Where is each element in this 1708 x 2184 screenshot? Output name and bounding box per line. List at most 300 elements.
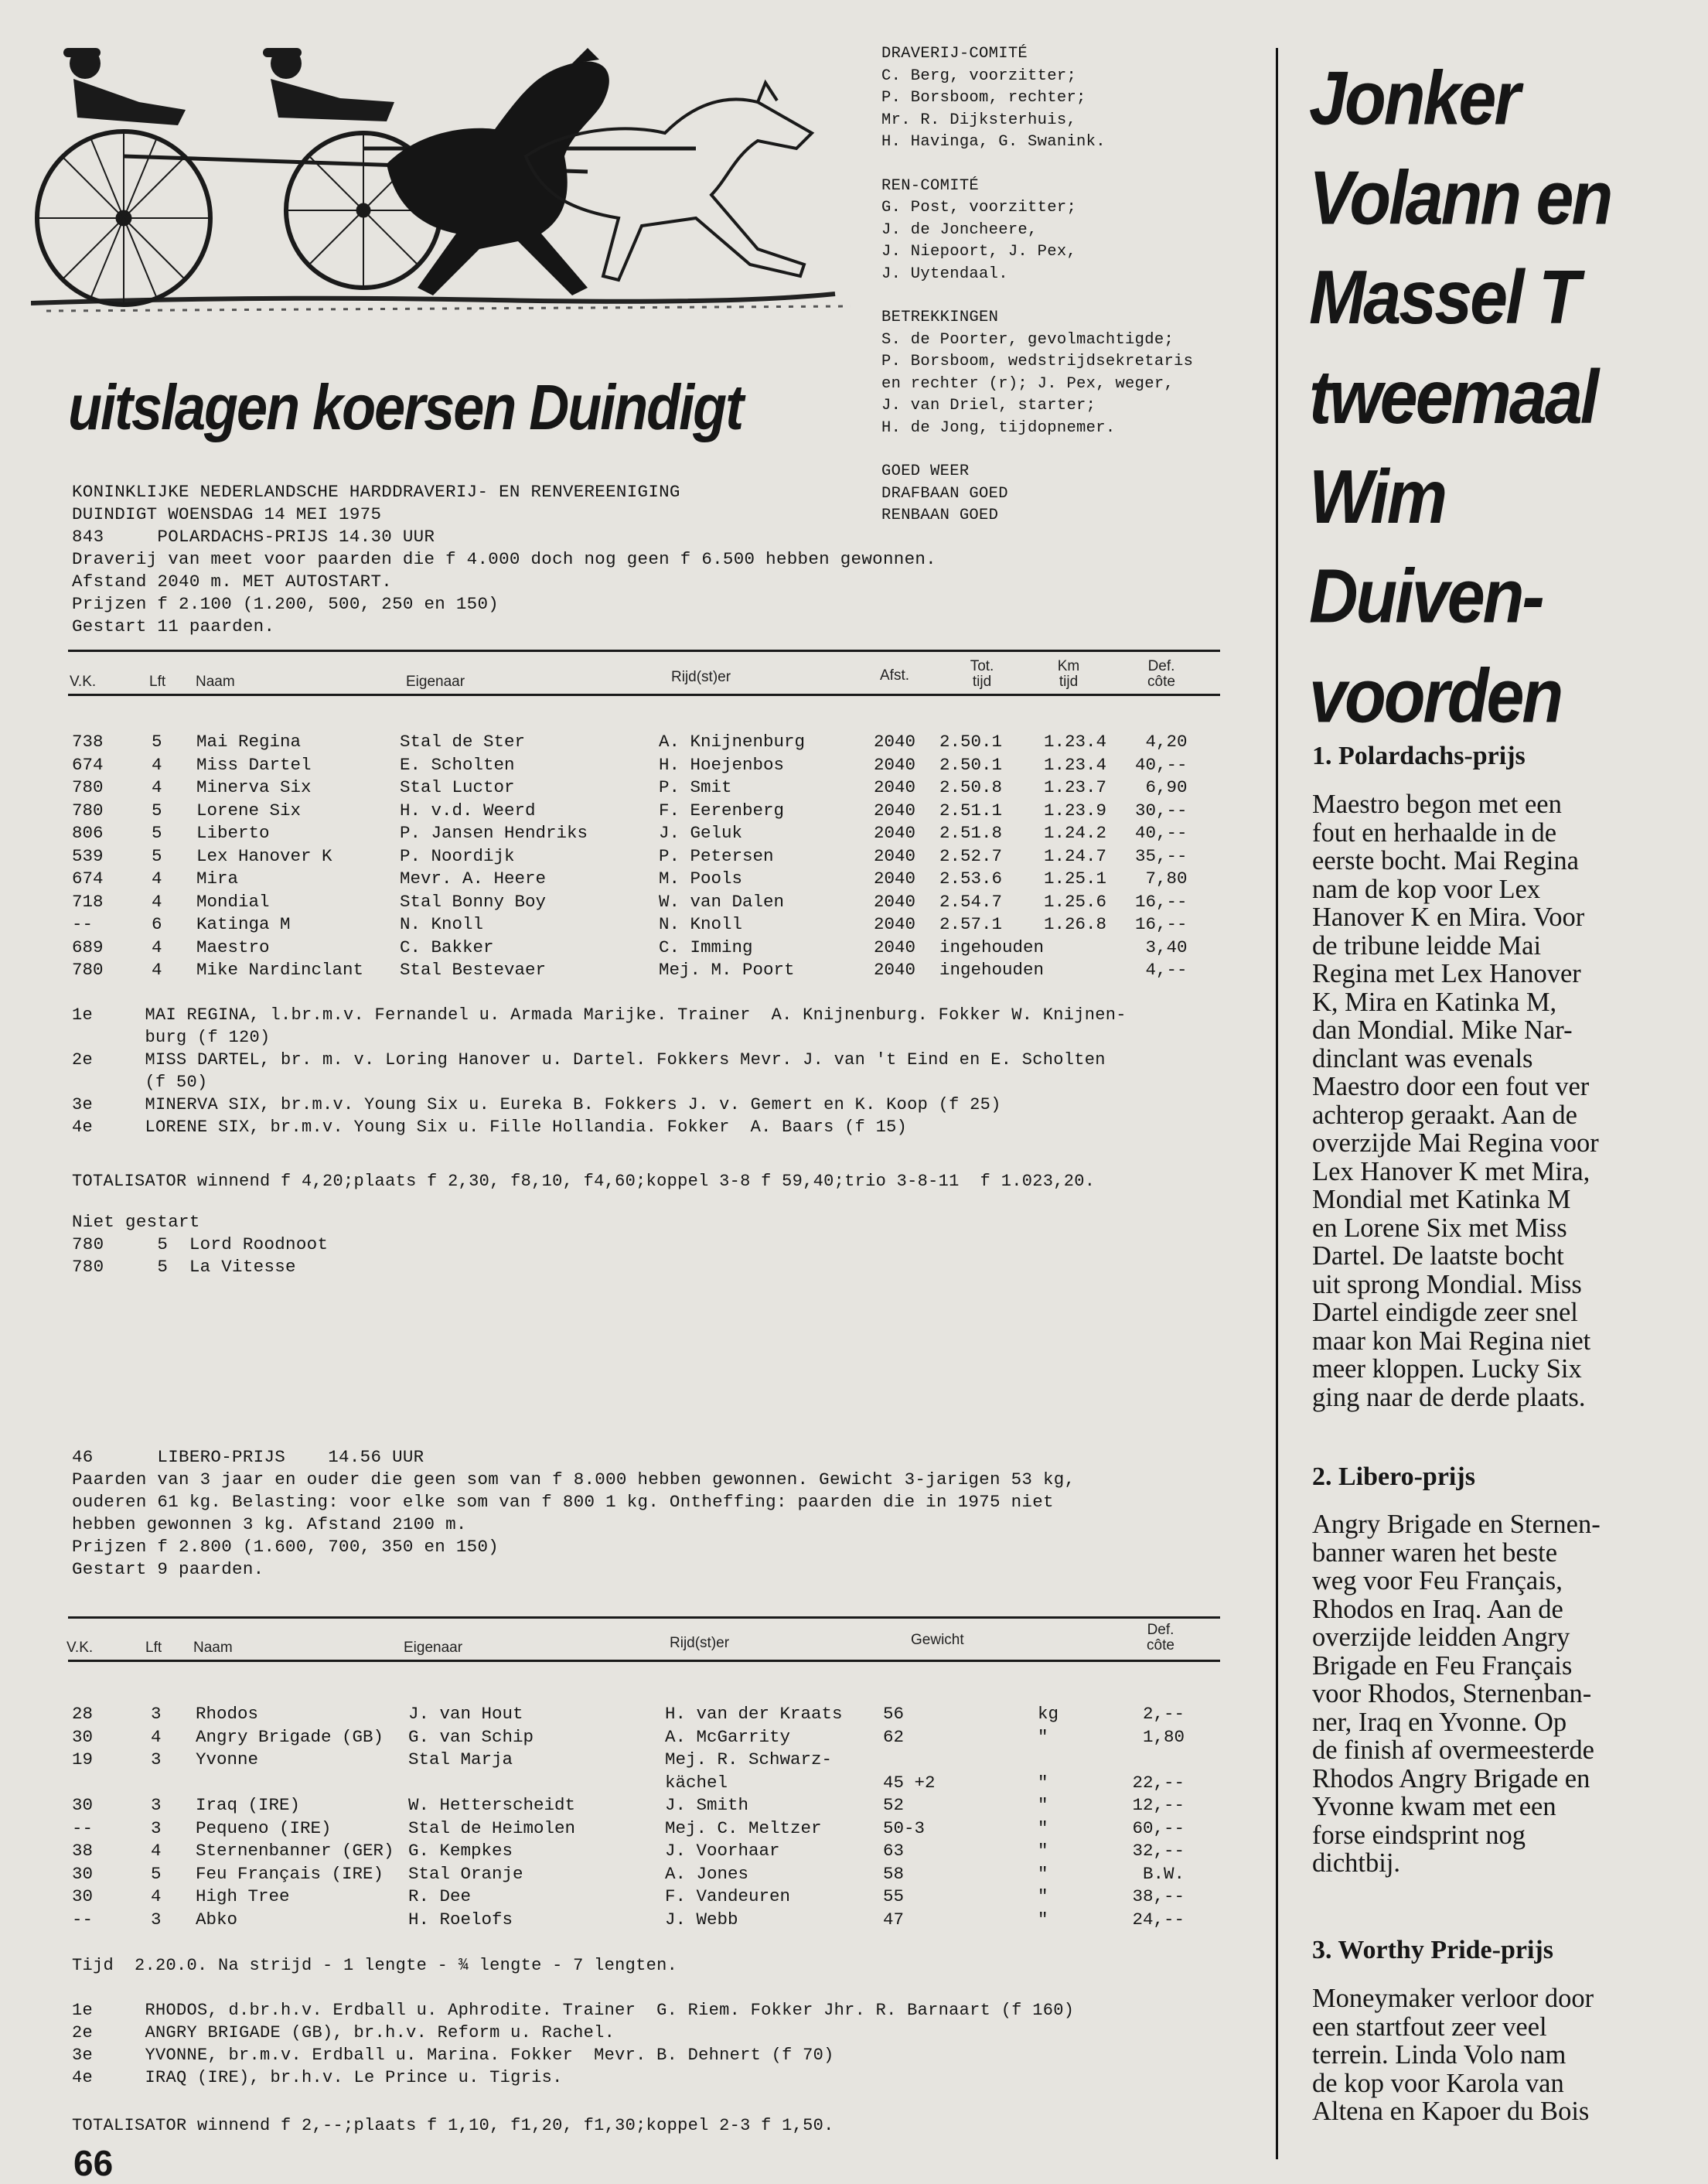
- table-row: [72, 868, 1188, 891]
- ren-line: G. Post, voorzitter;: [881, 199, 1077, 217]
- table-cell: 1.23.9: [1044, 800, 1107, 821]
- table-cell: Mevr. A. Heere: [400, 868, 547, 889]
- table-row: [72, 754, 1188, 777]
- col-header-eigenaar: Eigenaar: [404, 1640, 463, 1656]
- table-cell: [1044, 937, 1135, 960]
- committees-block: [881, 43, 1193, 527]
- draverij-line: H. Havinga, G. Swanink.: [881, 133, 1106, 151]
- table-cell: ": [1038, 1817, 1048, 1838]
- table-row: [72, 1772, 1185, 1795]
- table-cell: P. Petersen: [659, 845, 774, 866]
- draverij-comite-title: DRAVERIJ-COMITÉ: [881, 45, 1028, 63]
- title-line: voorden: [1309, 652, 1562, 739]
- table-cell: 5: [152, 732, 162, 752]
- article-line: de tribune leidde Mai: [1312, 930, 1542, 961]
- table-cell: [151, 1772, 196, 1795]
- table-cell: Yvonne: [196, 1749, 259, 1769]
- article-line: uit sprong Mondial. Miss: [1312, 1269, 1582, 1299]
- section-heading: 1. Polardachs-prijs: [1312, 742, 1526, 770]
- table-cell: 5: [152, 800, 162, 821]
- table-cell: Mike Nardinclant: [196, 960, 364, 980]
- table-cell: 45 +2: [883, 1772, 936, 1793]
- table-cell: N. Knoll: [400, 914, 484, 934]
- cote-label: côte: [1147, 1637, 1174, 1653]
- table-row: [72, 845, 1188, 868]
- column-divider: [1276, 48, 1278, 2159]
- title-line: Jonker: [1309, 54, 1519, 141]
- table-row: [72, 800, 1188, 823]
- placing-line: (f 50): [72, 1073, 208, 1092]
- table-row: [72, 822, 1188, 845]
- table-cell: --: [72, 914, 94, 934]
- tijd-label: tijd: [1059, 674, 1079, 690]
- table-cell: 4: [151, 1841, 162, 1861]
- table-cell: A. Jones: [665, 1863, 749, 1884]
- table-cell: 47: [883, 1909, 905, 1930]
- table-cell: 780: [72, 777, 104, 797]
- table-cell: 674: [72, 868, 104, 889]
- article-line: banner waren het beste: [1312, 1537, 1558, 1568]
- title-line: Volann en: [1309, 154, 1611, 241]
- table-cell: 2.50.8: [939, 777, 1003, 797]
- article-line: dan Mondial. Mike Nar-: [1312, 1015, 1573, 1045]
- col-header-rijder: Rijd(st)er: [671, 669, 731, 685]
- article-line: Maestro begon met een: [1312, 790, 1562, 819]
- article-line: Hanover K en Mira. Voor: [1312, 903, 1585, 932]
- intro-line: Gestart 11 paarden.: [72, 616, 275, 636]
- col-header-gewicht: Gewicht: [911, 1632, 964, 1648]
- table-cell: C. Bakker: [400, 937, 494, 957]
- table-cell: Minerva Six: [196, 777, 312, 797]
- placing-line: 4e IRAQ (IRE), br.h.v. Le Prince u. Tigris.: [72, 2068, 563, 2087]
- table-cell: Lorene Six: [196, 800, 302, 821]
- table-cell: Stal Bestevaer: [400, 960, 547, 980]
- table-cell: Liberto: [196, 823, 270, 843]
- table-cell: 738: [72, 732, 104, 752]
- race2-placings: [72, 1999, 1074, 2089]
- table-cell: 1.25.6: [1044, 891, 1107, 912]
- intro-line: KONINKLIJKE NEDERLANDSCHE HARDDRAVERIJ- EN RENVEREENIGING: [72, 482, 680, 502]
- table-cell: [72, 1772, 151, 1795]
- betrekkingen-line: S. de Poorter, gevolmachtigde;: [881, 330, 1174, 349]
- table-cell: ": [1038, 1726, 1048, 1747]
- article-line: maar kon Mai Regina niet: [1312, 1326, 1591, 1356]
- table-cell: Maestro: [196, 937, 270, 957]
- placing-line: 4e LORENE SIX, br.m.v. Young Six u. Fille Hollandia. Fokker A. Baars (f 15): [72, 1118, 908, 1137]
- table-cell: W. Hetterscheidt: [408, 1795, 576, 1815]
- table-cell: [1038, 1749, 1123, 1772]
- condition-line: RENBAAN GOED: [881, 507, 999, 524]
- table-cell: 689: [72, 937, 104, 957]
- placing-line: 3e YVONNE, br.m.v. Erdball u. Marina. Fokker Mevr. B. Dehnert (f 70): [72, 2046, 834, 2065]
- table-cell: ": [1038, 1841, 1048, 1861]
- table-cell: 2040: [874, 891, 916, 912]
- table-cell: H. Roelofs: [408, 1909, 513, 1930]
- condition-line: DRAFBAAN GOED: [881, 484, 1008, 503]
- placing-line: 2e MISS DARTEL, br. m. v. Loring Hanover u. Dartel. Fokkers Mevr. J. van 't Eind en E. Scholten: [72, 1050, 1106, 1070]
- table-cell: 2040: [874, 937, 916, 957]
- table-cell: J. Geluk: [659, 823, 743, 843]
- table-cell: kächel: [665, 1772, 728, 1793]
- table-cell: 3: [151, 1817, 162, 1838]
- article-line: een startfout zeer veel: [1312, 2012, 1547, 2042]
- table-cell: 2.51.8: [939, 823, 1003, 843]
- race1-intro: [72, 481, 936, 638]
- col-header-vk: V.K.: [66, 1640, 94, 1656]
- table-cell: 62: [883, 1726, 905, 1747]
- table-cell: 4,--: [1145, 960, 1188, 980]
- table-row: [72, 1817, 1185, 1841]
- table-cell: 4,20: [1145, 732, 1188, 752]
- table-cell: 1.26.8: [1044, 914, 1107, 934]
- def-label: Def.: [1147, 658, 1175, 674]
- table-cell: [196, 1772, 408, 1795]
- table-cell: [883, 1749, 1038, 1772]
- table-cell: 2.54.7: [939, 891, 1003, 912]
- article-line: voor Rhodos, Sternenban-: [1312, 1679, 1592, 1708]
- race2-tijd: Tijd 2.20.0. Na strijd - 1 lengte - ¾ lengte - 7 lengten.: [72, 1956, 678, 1975]
- article-line: eerste bocht. Mai Regina: [1312, 846, 1579, 875]
- table-cell: Mej. C. Meltzer: [665, 1817, 822, 1838]
- table-cell: --: [72, 1817, 94, 1838]
- col-header-rijder: Rijd(st)er: [670, 1635, 730, 1651]
- col-header-lft: Lft: [145, 1640, 162, 1656]
- race2-totalisator: TOTALISATOR winnend f 2,--;plaats f 1,10, f1,20, f1,30;koppel 2-3 f 1,50.: [72, 2116, 834, 2135]
- col-header-eigenaar: Eigenaar: [406, 674, 465, 690]
- table-cell: H. Hoejenbos: [659, 754, 785, 775]
- ren-line: J. Niepoort, J. Pex,: [881, 243, 1077, 261]
- table-cell: 22,--: [1132, 1772, 1185, 1793]
- article-line: overzijde Mai Regina voor: [1312, 1128, 1599, 1158]
- table-cell: 56: [883, 1704, 905, 1724]
- table-cell: W. van Dalen: [659, 891, 785, 912]
- table-cell: Lex Hanover K: [196, 845, 332, 866]
- table-cell: 3: [151, 1749, 162, 1769]
- table-cell: 718: [72, 891, 104, 912]
- table-rule: [68, 1660, 1220, 1662]
- title-line: Massel T: [1309, 254, 1578, 340]
- table-cell: 2040: [874, 960, 916, 980]
- table-cell: 32,--: [1132, 1841, 1185, 1861]
- table-cell: 28: [72, 1704, 94, 1724]
- race1-niet-gestart: [72, 1211, 328, 1278]
- table-row: [72, 1840, 1185, 1863]
- table-cell: kg: [1038, 1704, 1059, 1724]
- condition-line: GOED WEER: [881, 462, 970, 480]
- table-cell: 24,--: [1132, 1909, 1185, 1930]
- article-line: de kop voor Karola van: [1312, 2068, 1564, 2098]
- article-line: Dartel. De laatste bocht: [1312, 1241, 1564, 1271]
- table-row: [72, 776, 1188, 800]
- betrekkingen-line: J. van Driel, starter;: [881, 397, 1096, 415]
- intro-line: Draverij van meet voor paarden die f 4.000 doch nog geen f 6.500 hebben gewonnen.: [72, 549, 936, 569]
- table-cell: 30: [72, 1726, 94, 1747]
- table-cell: 19: [72, 1749, 94, 1769]
- table-cell: 2.52.7: [939, 845, 1003, 866]
- col-header-afst: Afst.: [880, 667, 910, 684]
- section-heading: 2. Libero-prijs: [1312, 1462, 1475, 1491]
- table-cell: ": [1038, 1886, 1048, 1906]
- table-cell: ": [1038, 1863, 1048, 1884]
- table-cell: 6: [152, 914, 162, 934]
- betrekkingen-line: en rechter (r); J. Pex, weger,: [881, 374, 1174, 393]
- table-cell: A. Knijnenburg: [659, 732, 806, 752]
- title-line: Wim: [1309, 453, 1445, 540]
- col-header-km: [1045, 659, 1092, 690]
- table-cell: 5: [151, 1863, 162, 1884]
- table-cell: 1.24.2: [1044, 823, 1107, 843]
- table-cell: A. McGarrity: [665, 1726, 791, 1747]
- table-cell: 3: [151, 1795, 162, 1815]
- table-cell: ": [1038, 1795, 1048, 1815]
- table-cell: 50-3: [883, 1817, 926, 1838]
- table-cell: C. Imming: [659, 937, 753, 957]
- table-row: [72, 1794, 1185, 1817]
- table-cell: Miss Dartel: [196, 754, 312, 775]
- article-line: Yvonne kwam met een: [1312, 1792, 1556, 1821]
- table-cell: 2,--: [1142, 1704, 1185, 1724]
- col-header-def: [1137, 1623, 1185, 1653]
- table-row: [72, 1909, 1185, 1932]
- table-cell: 806: [72, 823, 104, 843]
- table-cell: ": [1038, 1772, 1048, 1793]
- table-cell: 1,80: [1142, 1726, 1185, 1747]
- article-line: Lex Hanover K met Mira,: [1312, 1156, 1590, 1186]
- table-cell: F. Vandeuren: [665, 1886, 791, 1906]
- placing-line: 3e MINERVA SIX, br.m.v. Young Six u. Eureka B. Fokkers J. v. Gemert en K. Koop (f 25): [72, 1095, 1001, 1114]
- table-row: [72, 1885, 1185, 1909]
- article-line: terrein. Linda Volo nam: [1312, 2040, 1567, 2070]
- table-cell: Katinga M: [196, 914, 291, 934]
- table-cell: 4: [152, 754, 162, 775]
- article-line: K, Mira en Katinka M,: [1312, 987, 1557, 1017]
- article-line: de finish af overmeesterde: [1312, 1735, 1594, 1765]
- article-title: [1309, 48, 1696, 746]
- table-cell: Stal de Heimolen: [408, 1817, 576, 1838]
- table-cell: 4: [152, 937, 162, 957]
- betrekkingen-line: P. Borsboom, wedstrijdsekretaris: [881, 353, 1194, 370]
- table-cell: P. Jansen Hendriks: [400, 823, 588, 843]
- table-cell: Mondial: [196, 891, 270, 912]
- table-row: [72, 1749, 1185, 1772]
- cote-label: côte: [1147, 674, 1175, 690]
- table-row: [72, 959, 1188, 982]
- table-cell: 1.23.4: [1044, 732, 1107, 752]
- table-cell: 4: [151, 1886, 162, 1906]
- table-row: [72, 891, 1188, 914]
- table-cell: 58: [883, 1863, 905, 1884]
- table-cell: 52: [883, 1795, 905, 1815]
- article-line: Moneymaker verloor door: [1312, 1984, 1594, 2013]
- table-row: [72, 913, 1188, 937]
- article-line: ner, Iraq en Yvonne. Op: [1312, 1707, 1567, 1737]
- niet-gestart-line: 780 5 Lord Roodnoot: [72, 1234, 329, 1254]
- intro-line: 46 LIBERO-PRIJS 14.56 UUR: [72, 1447, 424, 1467]
- article-line: Rhodos Angry Brigade en: [1312, 1763, 1590, 1793]
- placing-line: 1e RHODOS, d.br.h.v. Erdball u. Aphrodite. Trainer G. Riem. Fokker Jhr. R. Barnaart (f 160): [72, 2001, 1075, 2020]
- table-cell: Stal Marja: [408, 1749, 513, 1769]
- table-cell: 40,--: [1135, 823, 1188, 843]
- table-rule: [68, 1616, 1220, 1619]
- draverij-line: C. Berg, voorzitter;: [881, 67, 1077, 85]
- table-cell: ingehouden: [939, 937, 1045, 957]
- table-cell: 12,--: [1132, 1795, 1185, 1815]
- col-header-lft: Lft: [149, 674, 166, 690]
- table-rule: [68, 650, 1220, 652]
- harness-racing-illustration: [31, 40, 874, 319]
- table-cell: 5: [152, 823, 162, 843]
- table-cell: 35,--: [1135, 845, 1188, 866]
- intro-line: Prijzen f 2.100 (1.200, 500, 250 en 150): [72, 594, 499, 614]
- table-cell: Angry Brigade (GB): [196, 1726, 384, 1747]
- table-cell: Rhodos: [196, 1704, 259, 1724]
- table-cell: G. van Schip: [408, 1726, 534, 1747]
- table-cell: 30: [72, 1795, 94, 1815]
- table-cell: 4: [151, 1726, 162, 1747]
- table-cell: Mira: [196, 868, 239, 889]
- table-cell: 38,--: [1132, 1886, 1185, 1906]
- table-row: [72, 937, 1188, 960]
- table-cell: 40,--: [1135, 754, 1188, 775]
- article-line: Rhodos en Iraq. Aan de: [1312, 1594, 1563, 1624]
- table-cell: Mej. M. Poort: [659, 960, 795, 980]
- table-cell: B.W.: [1142, 1863, 1185, 1884]
- table-cell: Stal de Ster: [400, 732, 526, 752]
- table-cell: 2040: [874, 845, 916, 866]
- table-cell: Feu Français (IRE): [196, 1863, 384, 1884]
- section-heading: 3. Worthy Pride-prijs: [1312, 1936, 1553, 1964]
- table-cell: High Tree: [196, 1886, 290, 1906]
- niet-gestart-line: Niet gestart: [72, 1212, 200, 1232]
- table-row: [72, 731, 1188, 754]
- table-cell: 16,--: [1135, 891, 1188, 912]
- table-row: [72, 1863, 1185, 1886]
- table-cell: 2.50.1: [939, 754, 1003, 775]
- table-cell: M. Pools: [659, 868, 743, 889]
- table-cell: G. Kempkes: [408, 1841, 513, 1861]
- title-line: tweemaal: [1309, 353, 1597, 440]
- article-line: fout en herhaalde in de: [1312, 817, 1557, 848]
- article-line: weg voor Feu Français,: [1312, 1566, 1563, 1595]
- table-cell: P. Noordijk: [400, 845, 515, 866]
- page-headline: uitslagen koersen Duindigt: [68, 372, 743, 444]
- race2-intro: [72, 1446, 1075, 1581]
- table-cell: 55: [883, 1886, 905, 1906]
- table-row: [72, 1726, 1185, 1749]
- section-body: [1312, 1984, 1683, 2126]
- col-header-def: [1138, 659, 1185, 690]
- table-cell: J. Voorhaar: [665, 1841, 780, 1861]
- table-cell: H. v.d. Weerd: [400, 800, 536, 821]
- col-header-vk: V.K.: [70, 674, 97, 690]
- table-cell: Stal Luctor: [400, 777, 515, 797]
- def-label: Def.: [1147, 1622, 1174, 1638]
- table-cell: E. Scholten: [400, 754, 515, 775]
- table-cell: 4: [152, 777, 162, 797]
- article-line: forse eindsprint nog: [1312, 1820, 1526, 1850]
- table-cell: 1.23.4: [1044, 754, 1107, 775]
- article-line: meer kloppen. Lucky Six: [1312, 1354, 1582, 1384]
- table-cell: 2040: [874, 777, 916, 797]
- placing-line: burg (f 120): [72, 1028, 271, 1047]
- table-cell: Sternenbanner (GER): [196, 1841, 394, 1861]
- ren-line: J. de Joncheere,: [881, 220, 1038, 239]
- table-cell: 674: [72, 754, 104, 775]
- table-cell: 3,40: [1145, 937, 1188, 957]
- table-cell: 30,--: [1135, 800, 1188, 821]
- table-cell: --: [72, 1909, 94, 1930]
- table-cell: Stal Oranje: [408, 1863, 523, 1884]
- table-row: [72, 1703, 1185, 1726]
- table-cell: N. Knoll: [659, 914, 743, 934]
- betrekkingen-line: H. de Jong, tijdopnemer.: [881, 418, 1116, 437]
- table-cell: 2.51.1: [939, 800, 1003, 821]
- table-cell: 2040: [874, 823, 916, 843]
- article-line: overzijde leidden Angry: [1312, 1623, 1570, 1652]
- intro-line: Paarden van 3 jaar en ouder die geen som van f 8.000 hebben gewonnen. Gewicht 3-jarigen 53 kg,: [72, 1469, 1076, 1490]
- table-cell: [1044, 959, 1135, 982]
- table-rule: [68, 694, 1220, 696]
- page-number: 66: [73, 2143, 114, 2183]
- article-line: dinclant was evenals: [1312, 1043, 1533, 1073]
- table-cell: 7,80: [1145, 868, 1188, 889]
- table-cell: 2040: [874, 732, 916, 752]
- tijd-label: tijd: [972, 674, 992, 690]
- table-cell: 780: [72, 960, 104, 980]
- table-cell: [408, 1772, 665, 1795]
- table-cell: Pequeno (IRE): [196, 1817, 332, 1838]
- intro-line: hebben gewonnen 3 kg. Afstand 2100 m.: [72, 1514, 467, 1534]
- table-cell: 16,--: [1135, 914, 1188, 934]
- table-cell: P. Smit: [659, 777, 732, 797]
- article-line: nam de kop voor Lex: [1312, 874, 1541, 904]
- table-cell: 4: [152, 960, 162, 980]
- table-cell: 2.53.6: [939, 868, 1003, 889]
- intro-line: DUINDIGT WOENSDAG 14 MEI 1975: [72, 504, 382, 524]
- table-cell: ingehouden: [939, 960, 1045, 980]
- niet-gestart-line: 780 5 La Vitesse: [72, 1257, 296, 1277]
- table-cell: 38: [72, 1841, 94, 1861]
- table-cell: 2040: [874, 754, 916, 775]
- table-cell: J. van Hout: [408, 1704, 523, 1724]
- table-cell: 1.23.7: [1044, 777, 1107, 797]
- draverij-line: P. Borsboom, rechter;: [881, 89, 1086, 107]
- table-cell: 2040: [874, 868, 916, 889]
- intro-line: ouderen 61 kg. Belasting: voor elke som van f 800 1 kg. Ontheffing: paarden die in 1975 niet: [72, 1492, 1054, 1512]
- article-line: ging naar de derde plaats.: [1312, 1382, 1586, 1412]
- article-line: Regina met Lex Hanover: [1312, 959, 1581, 988]
- article-line: Maestro door een fout ver: [1312, 1072, 1590, 1101]
- article-line: Mondial met Katinka M: [1312, 1185, 1571, 1214]
- table-cell: 63: [883, 1841, 905, 1861]
- placing-line: 2e ANGRY BRIGADE (GB), br.h.v. Reform u. Rachel.: [72, 2023, 615, 2042]
- table-cell: J. Smith: [665, 1795, 749, 1815]
- table-cell: 4: [152, 868, 162, 889]
- table-cell: J. Webb: [665, 1909, 738, 1930]
- table-cell: 3: [151, 1704, 162, 1724]
- table-cell: 1.25.1: [1044, 868, 1107, 889]
- section-body: [1312, 790, 1683, 1411]
- table-cell: 780: [72, 800, 104, 821]
- article-line: Brigade en Feu Français: [1312, 1650, 1573, 1681]
- table-cell: Abko: [196, 1909, 238, 1930]
- table-cell: 30: [72, 1886, 94, 1906]
- article-line: Angry Brigade en Sternen-: [1312, 1510, 1601, 1539]
- col-header-tot: [959, 659, 1005, 690]
- race1-placings: [72, 1004, 1127, 1138]
- race1-totalisator: TOTALISATOR winnend f 4,20;plaats f 2,30, f8,10, f4,60;koppel 3-8 f 59,40;trio 3-8-11 f 1.023,20.: [72, 1172, 1096, 1191]
- table-cell: 2040: [874, 800, 916, 821]
